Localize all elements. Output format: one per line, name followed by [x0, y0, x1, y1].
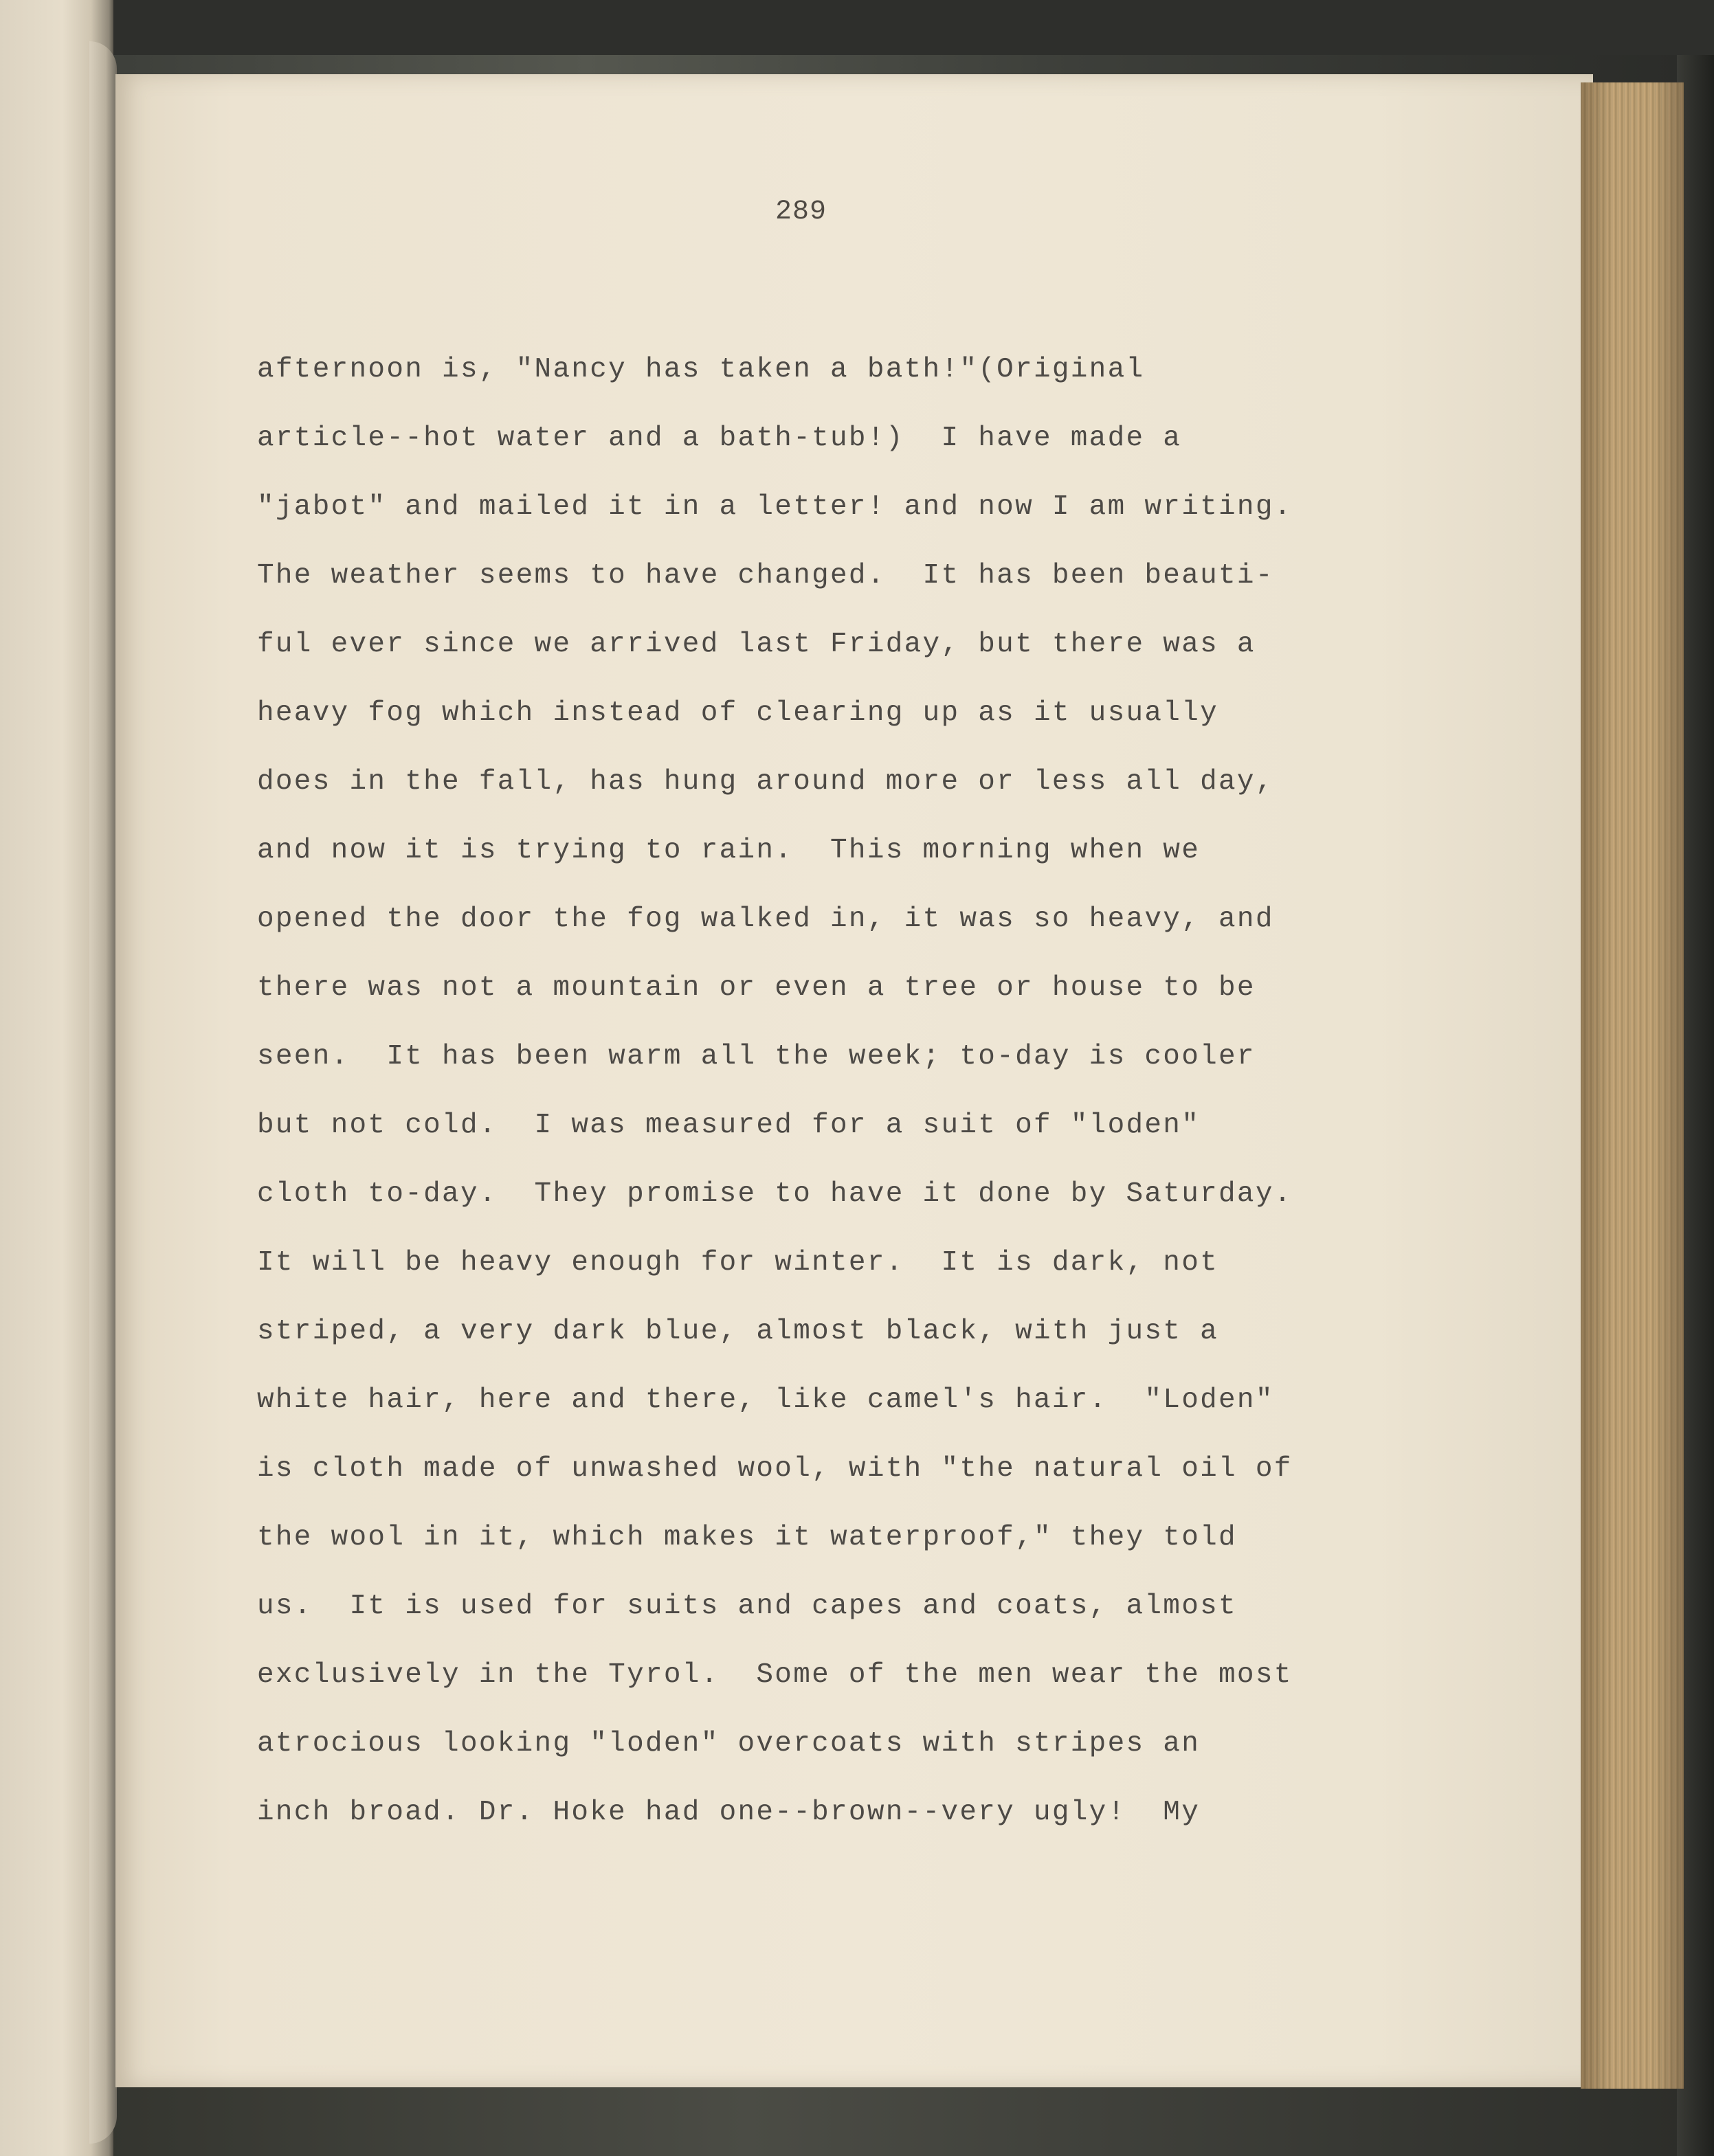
book-cover-bottom [103, 2082, 1714, 2156]
text-line: ful ever since we arrived last Friday, but there was a [257, 629, 1256, 660]
text-line: exclusively in the Tyrol. Some of the men wear the most [257, 1659, 1293, 1691]
text-line: and now it is trying to rain. This morning when we [257, 835, 1201, 866]
text-line: white hair, here and there, like camel's hair. "Loden" [257, 1384, 1274, 1416]
text-line: heavy fog which instead of clearing up as it usually [257, 697, 1219, 729]
text-line: The weather seems to have changed. It has been beauti- [257, 560, 1274, 592]
page-edges-shadow [1581, 82, 1684, 2089]
text-line: striped, a very dark blue, almost black, with just a [257, 1316, 1219, 1347]
text-line: there was not a mountain or even a tree or house to be [257, 972, 1256, 1004]
text-line: is cloth made of unwashed wool, with "the natural oil of [257, 1453, 1293, 1485]
text-line: us. It is used for suits and capes and coats, almost [257, 1591, 1237, 1622]
text-line: does in the fall, has hung around more or less all day, [257, 766, 1274, 798]
text-line: It will be heavy enough for winter. It is dark, not [257, 1247, 1219, 1279]
text-line: inch broad. Dr. Hoke had one--brown--very ugly! My [257, 1797, 1201, 1828]
text-line: atrocious looking "loden" overcoats with stripes an [257, 1728, 1201, 1760]
text-line: "jabot" and mailed it in a letter! and now I am writing. [257, 491, 1293, 523]
text-line: but not cold. I was measured for a suit of "loden" [257, 1110, 1201, 1141]
typewritten-body [257, 335, 1439, 1847]
text-line: the wool in it, which makes it waterproof," they told [257, 1522, 1237, 1553]
text-line: opened the door the fog walked in, it was so heavy, and [257, 903, 1274, 935]
page-number: 289 [775, 196, 827, 227]
text-line: article--hot water and a bath-tub!) I have made a [257, 423, 1182, 454]
text-line: cloth to-day. They promise to have it done by Saturday. [257, 1178, 1293, 1210]
facing-page-curl [89, 41, 117, 2144]
text-line: afternoon is, "Nancy has taken a bath!"(Original [257, 354, 1145, 385]
text-line: seen. It has been warm all the week; to-day is cooler [257, 1041, 1256, 1073]
